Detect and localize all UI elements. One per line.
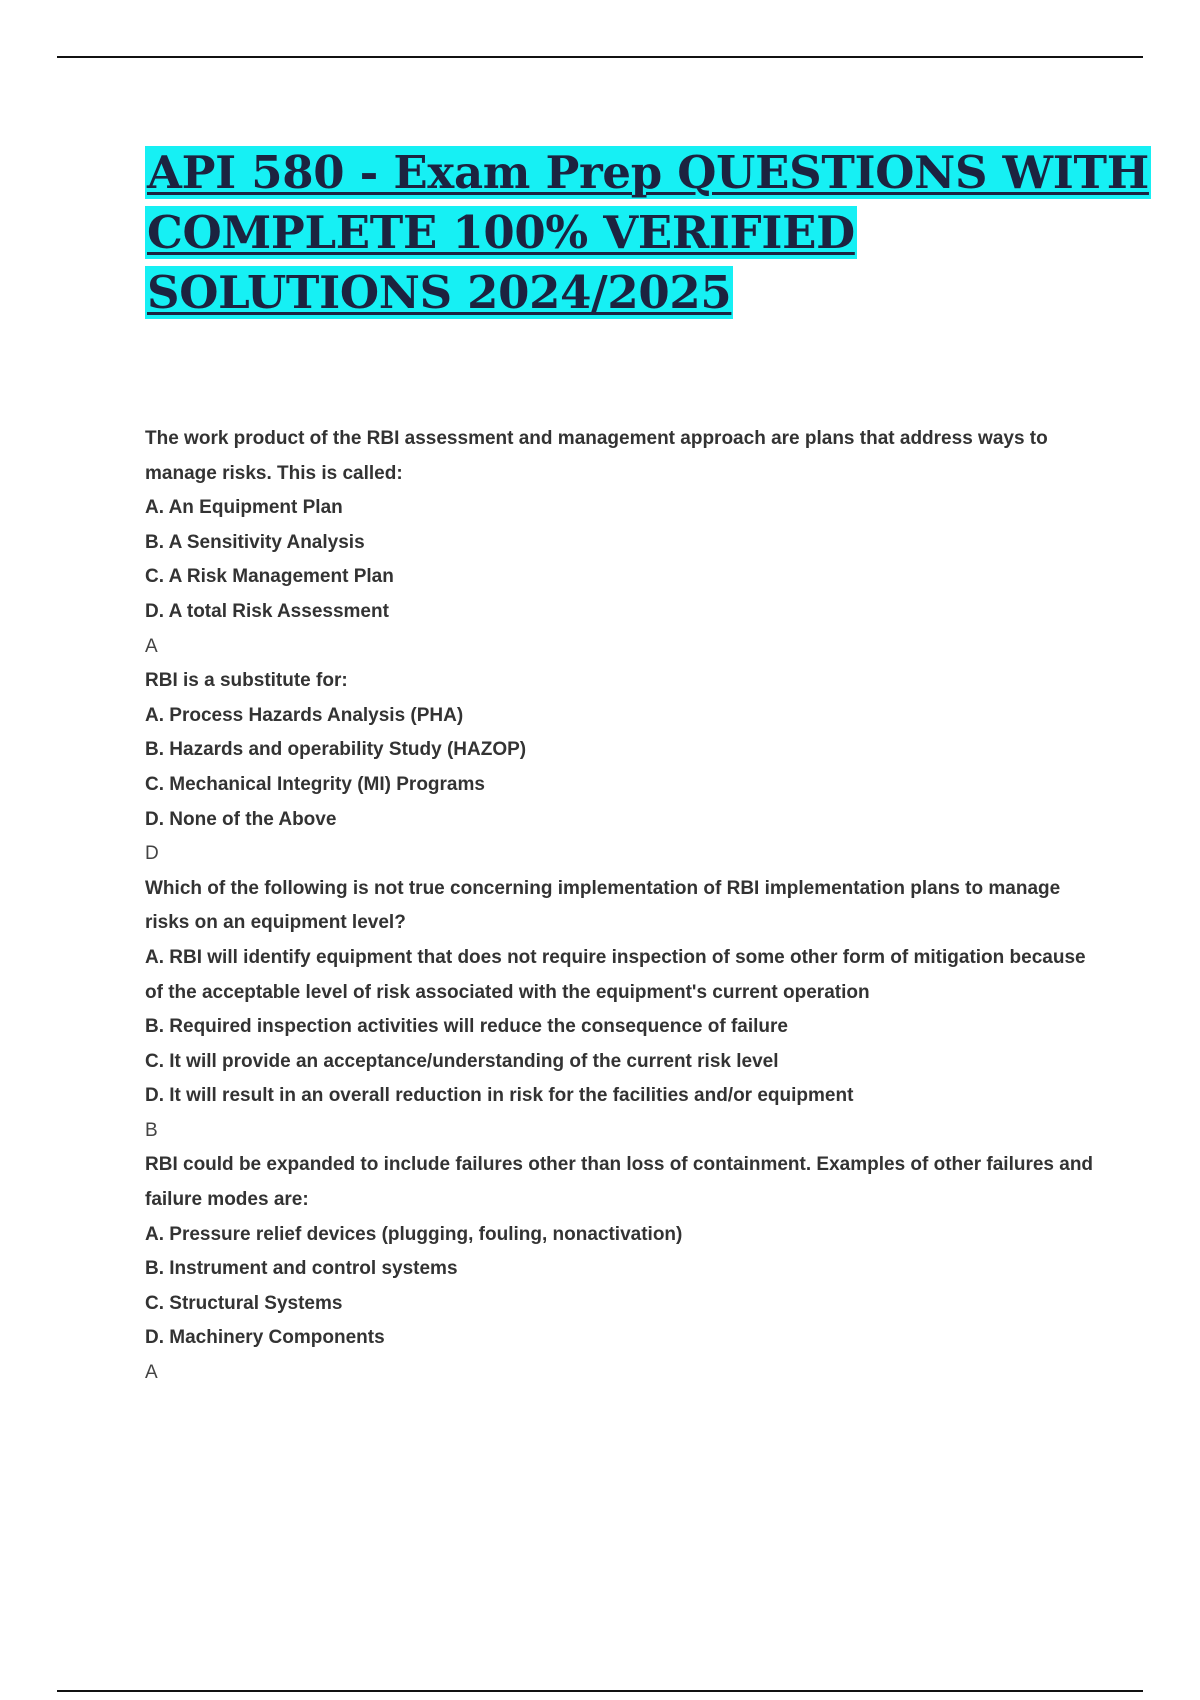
question-text: RBI is a substitute for: bbox=[145, 670, 348, 692]
top-rule bbox=[57, 56, 1143, 58]
option-c: C. It will provide an acceptance/understanding of the current risk level bbox=[145, 1050, 779, 1072]
option-b: B. Instrument and control systems bbox=[145, 1258, 458, 1280]
document-title bbox=[145, 143, 1155, 323]
bottom-rule bbox=[57, 1690, 1143, 1692]
option-d: D. None of the Above bbox=[145, 808, 337, 830]
option-a: A. RBI will identify equipment that does not require inspection of some other form of mitigation because of the acceptable level of risk associated with the equipment's current operation bbox=[145, 946, 1086, 1003]
answer: A bbox=[145, 1362, 158, 1384]
option-a: A. Process Hazards Analysis (PHA) bbox=[145, 704, 464, 726]
question-text: RBI could be expanded to include failures other than loss of containment. Examples of other failures and failure modes are: bbox=[145, 1154, 1094, 1211]
answer: B bbox=[145, 1119, 158, 1141]
answer: D bbox=[145, 843, 159, 865]
option-d: D. It will result in an overall reduction in risk for the facilities and/or equipment bbox=[145, 1085, 854, 1107]
question-text: The work product of the RBI assessment and management approach are plans that address ways to manage risks. This is called: bbox=[145, 428, 1048, 484]
option-c: C. Mechanical Integrity (MI) Programs bbox=[145, 773, 485, 795]
option-d: D. A total Risk Assessment bbox=[145, 600, 389, 622]
option-c: C. Structural Systems bbox=[145, 1292, 343, 1314]
title-highlight: API 580 - Exam Prep QUESTIONS WITH COMPLETE 100% VERIFIED SOLUTIONS 2024/2025 bbox=[147, 146, 1149, 319]
option-d: D. Machinery Components bbox=[145, 1327, 385, 1349]
question-block bbox=[145, 664, 1105, 872]
question-block bbox=[145, 422, 1105, 664]
option-b: B. A Sensitivity Analysis bbox=[145, 531, 365, 553]
option-c: C. A Risk Management Plan bbox=[145, 566, 394, 588]
question-list bbox=[145, 422, 1105, 1391]
question-block bbox=[145, 1148, 1105, 1390]
question-text: Which of the following is not true concerning implementation of RBI implementation plans to manage risks on an equipment level? bbox=[145, 877, 1061, 934]
option-b: B. Required inspection activities will reduce the consequence of failure bbox=[145, 1016, 788, 1038]
answer: A bbox=[145, 635, 158, 657]
option-a: A. An Equipment Plan bbox=[145, 497, 343, 519]
option-b: B. Hazards and operability Study (HAZOP) bbox=[145, 739, 527, 761]
question-block bbox=[145, 872, 1105, 1149]
option-a: A. Pressure relief devices (plugging, fouling, nonactivation) bbox=[145, 1223, 683, 1245]
